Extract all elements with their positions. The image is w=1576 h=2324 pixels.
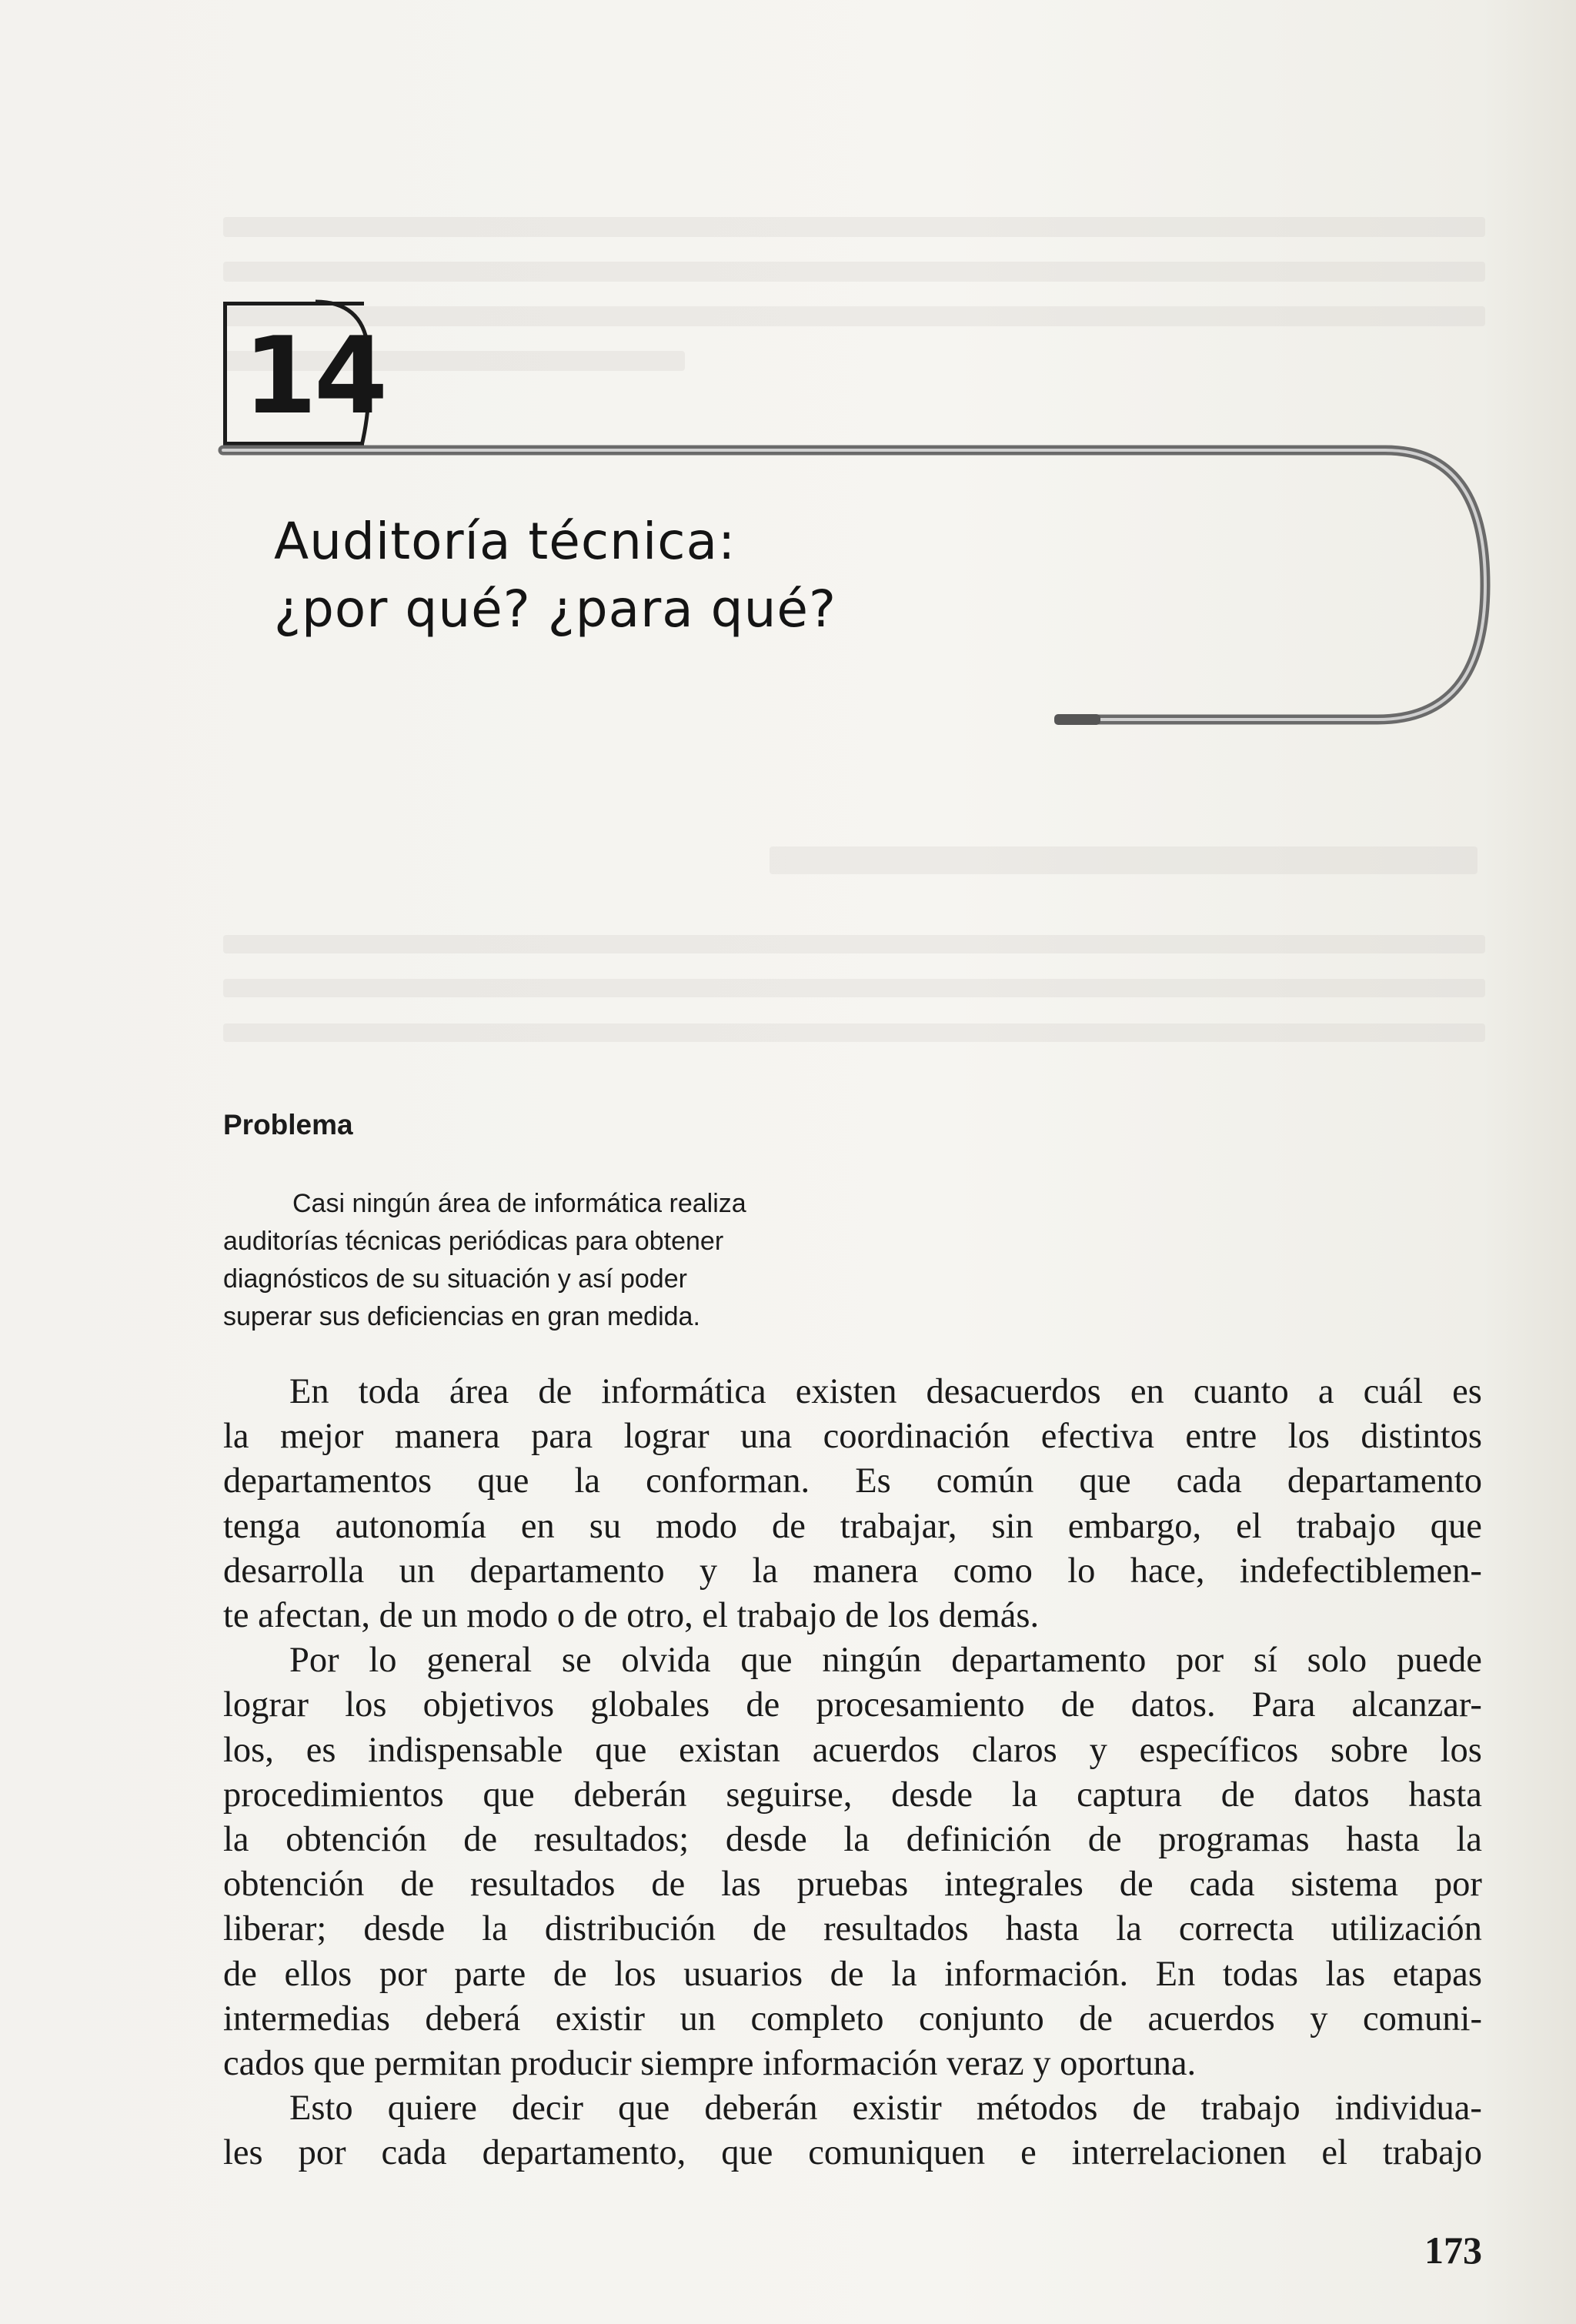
body-line: Esto quiere decir que deberán existir métodos de trabajo individua- [289, 2089, 1482, 2129]
body-line: les por cada departamento, que comuniquen e interrelacionen el trabajo [223, 2133, 1482, 2173]
body-line: Por lo general se olvida que ningún departamento por sí solo puede [289, 1641, 1482, 1681]
body-line: cados que permitan producir siempre información veraz y oportuna. [223, 2044, 1197, 2084]
chapter-rule-tip [1054, 714, 1100, 725]
body-line: intermedias deberá existir un completo conjunto de acuerdos y comuni- [223, 1998, 1482, 2039]
chapter-title-line: Auditoría técnica: [274, 512, 736, 571]
body-line: de ellos por parte de los usuarios de la información. En todas las etapas [223, 1954, 1482, 1994]
body-line: tenga autonomía en su modo de trabajar, sin embargo, el trabajo que [223, 1506, 1482, 1546]
body-line: procedimientos que deberán seguirse, desde la captura de datos hasta [223, 1775, 1482, 1815]
chapter-number: 14 [243, 314, 386, 438]
problem-statement [223, 1185, 823, 1336]
body-line: desarrolla un departamento y la manera como lo hace, indefectiblemen- [223, 1551, 1482, 1591]
body-line: la obtención de resultados; desde la definición de programas hasta la [223, 1820, 1482, 1860]
body-line: departamentos que la conforman. Es común que cada departamento [223, 1461, 1482, 1501]
body-line: los, es indispensable que existan acuerdos claros y específicos sobre los [223, 1730, 1482, 1770]
problem-line: auditorías técnicas periódicas para obtener [223, 1227, 724, 1256]
body-line: obtención de resultados de las pruebas integrales de cada sistema por [223, 1865, 1482, 1905]
bleed-through [223, 935, 1485, 953]
page-number: 173 [1424, 2229, 1482, 2272]
bleed-through [223, 1023, 1485, 1042]
body-line: te afectan, de un modo o de otro, el trabajo de los demás. [223, 1596, 1040, 1636]
body-line: En toda área de informática existen desacuerdos en cuanto a cuál es [289, 1372, 1482, 1411]
problem-heading: Problema [223, 1109, 353, 1140]
chapter-title [274, 508, 1120, 643]
chapter-ornament [0, 0, 1576, 770]
body-text [223, 1370, 1482, 2176]
bleed-through [770, 846, 1478, 874]
body-line: lograr los objetivos globales de procesamiento de datos. Para alcanzar- [223, 1685, 1482, 1725]
problem-line: Casi ningún área de informática realiza [292, 1189, 746, 1218]
chapter-title-line: ¿por qué? ¿para qué? [274, 579, 837, 639]
problem-line: diagnósticos de su situación y así poder [223, 1264, 687, 1294]
problem-line: superar sus deficiencias en gran medida. [223, 1302, 700, 1331]
body-line: liberar; desde la distribución de resultados hasta la correcta utilización [223, 1909, 1482, 1949]
body-line: la mejor manera para lograr una coordinación efectiva entre los distintos [223, 1417, 1482, 1457]
bleed-through [223, 979, 1485, 997]
